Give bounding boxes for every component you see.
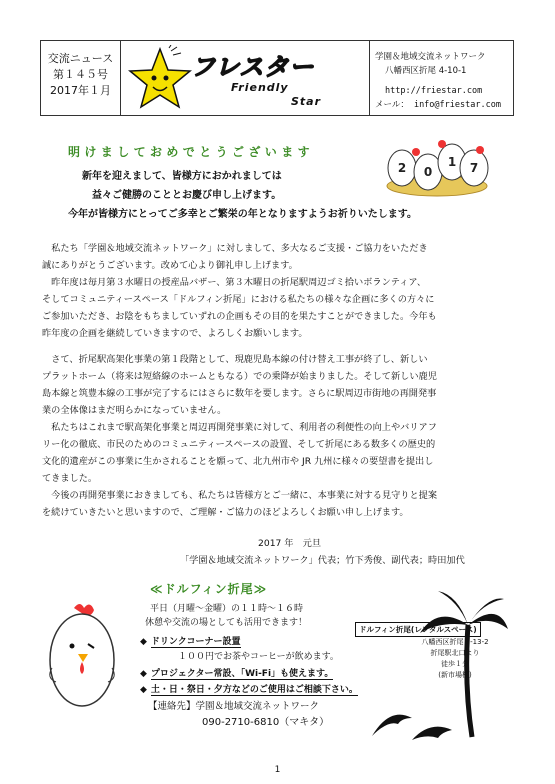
egg-digit: 0 bbox=[423, 165, 433, 179]
date-line: 2017 年 元旦 bbox=[258, 538, 322, 549]
egg-digit: 2 bbox=[397, 161, 407, 175]
feature-text: ドリンクコーナー設置 bbox=[150, 637, 241, 647]
organization-info bbox=[375, 50, 515, 112]
page-number: 1 bbox=[274, 765, 281, 775]
body-paragraph bbox=[42, 240, 516, 342]
star-mascot-icon bbox=[127, 45, 193, 113]
diamond-icon: ◆ bbox=[140, 685, 147, 695]
greeting-title: 明けましておめでとうございます bbox=[68, 145, 315, 159]
body-line: 昨年度の企画を継続していきますので、よろしくお願いします。 bbox=[42, 328, 308, 339]
body-line: 島本線と筑豊本線の工事が完了するにはさらに数年を要します。さらに駅周辺市街地の再開発事 bbox=[42, 388, 437, 399]
masthead bbox=[40, 40, 514, 116]
greeting-line: 新年を迎えまして、皆様方におかれましては bbox=[82, 171, 282, 182]
body-line: リー化の徹底、市民のためのコミュニティースペースの設置、そして折尾にある数多くの歴史的 bbox=[42, 439, 436, 450]
dolphins-icon bbox=[368, 696, 458, 752]
body-line: を続けていきたいと思いますので、ご理解・ご協力のほどよろしくお願い申し上げます。 bbox=[42, 507, 409, 518]
body-line: ご参加いただき、お陰をもちましていずれの企画もその目的を果たすことができました。今年も bbox=[42, 311, 437, 322]
feature-item bbox=[140, 666, 333, 679]
venue-label: ドルフィン折尾(レンタルスペース) bbox=[355, 622, 481, 637]
dolphin-title: ≪ドルフィン折尾≫ bbox=[150, 582, 268, 596]
feature-item bbox=[140, 634, 241, 647]
eggs-2017-icon bbox=[382, 124, 492, 198]
address-line: 折尾駅北口より bbox=[430, 649, 480, 657]
issue-info bbox=[41, 51, 120, 99]
body-line: 私たちはこれまで駅高架化事業と周辺再開発事業に対して、利用者の利便性の向上やバリアフ bbox=[42, 422, 437, 433]
body-line: 業の全体像はまだ明らかになっていません。 bbox=[42, 405, 227, 416]
contact-phone[interactable]: 090-2710-6810（マキタ） bbox=[202, 717, 330, 728]
open-hours: 平日（月曜～金曜）の１１時～１６時 bbox=[150, 604, 304, 614]
body-paragraph bbox=[42, 351, 516, 521]
body-line: プラットホーム（将来は短絡線のホームともなる）での乗降が始まりました。そして新しい鹿児 bbox=[42, 371, 437, 382]
chicken-mascot-icon bbox=[44, 600, 120, 712]
body-line: そしてコミュニティースペース「ドルフィン折尾」における私たちの様々な企画に多くの方々に bbox=[42, 294, 435, 305]
masthead-divider bbox=[120, 41, 121, 115]
email-link[interactable]: メール： info@friestar.com bbox=[375, 100, 501, 110]
diamond-icon: ◆ bbox=[140, 637, 147, 647]
body-line: てきました。 bbox=[42, 473, 98, 484]
issue-number: 第１４５号 bbox=[53, 68, 108, 81]
signature: 「学園＆地域交流ネットワーク」代表；竹下秀俊、副代表；時田加代 bbox=[180, 555, 465, 566]
venue-address bbox=[400, 637, 510, 681]
egg-digit: 7 bbox=[469, 161, 479, 175]
usage-note: 休憩や交流の場としても活用できます！ bbox=[145, 618, 308, 628]
address-line: (新市場横) bbox=[438, 671, 472, 679]
logo-subtitle: Friendly bbox=[231, 81, 289, 94]
org-name: 学園＆地域交流ネットワーク bbox=[375, 52, 486, 62]
greeting-line: 益々ご健勝のこととお慶び申し上げます。 bbox=[92, 190, 282, 201]
org-address: 八幡西区折尾 4-10-1 bbox=[385, 66, 467, 76]
body-line: さて、折尾駅高架化事業の第１段階として、現鹿児島本線の付け替え工事が終了し、新しい bbox=[51, 354, 428, 365]
egg-digit: 1 bbox=[447, 155, 457, 169]
website-link[interactable]: http://friestar.com bbox=[385, 86, 483, 96]
diamond-icon: ◆ bbox=[140, 669, 147, 679]
issue-date: 2017年１月 bbox=[50, 84, 111, 97]
address-line: 八幡西区折尾 1-13-2 bbox=[421, 638, 489, 646]
logo-title: フレスター bbox=[191, 53, 315, 81]
address-line: 徒歩１分 bbox=[441, 660, 469, 668]
body-line: 私たち「学園＆地域交流ネットワーク」に対しまして、多大なるご支援・ご協力をいただき bbox=[51, 243, 428, 254]
body-line: 今後の再開発事業におきましても、私たちは皆様方とご一緒に、本事業に対する見守りと提案 bbox=[42, 490, 438, 501]
feature-text: プロジェクター常設、「Wi-Fi」も使えます。 bbox=[150, 669, 334, 679]
masthead-divider bbox=[369, 41, 370, 115]
body-line: 文化的遺産がこの事業に生かされることを願って、北九州市や JR 九州に様々の要望書を提出し bbox=[42, 456, 434, 467]
feature-text: 土・日・祭日・夕方などのご使用はご相談下さい。 bbox=[150, 685, 358, 695]
greeting-line: 今年が皆様方にとってご多幸とご繁栄の年となりますようお祈りいたします。 bbox=[68, 209, 417, 220]
body-line: 昨年度は毎月第３水曜日の授産品バザー、第３木曜日の折尾駅周辺ゴミ拾いボランティア、 bbox=[42, 277, 427, 288]
feature-item bbox=[140, 682, 358, 695]
feature-subtext: １００円でお茶やコーヒーが飲めます。 bbox=[178, 652, 339, 662]
logo-subtitle: Star bbox=[291, 95, 322, 108]
contact-label: 【連絡先】学園＆地域交流ネットワーク bbox=[148, 701, 320, 712]
newsletter-label: 交流ニュース bbox=[47, 52, 114, 65]
body-line: 誠にありがとうございます。改めて心より御礼申し上げます。 bbox=[42, 260, 298, 271]
